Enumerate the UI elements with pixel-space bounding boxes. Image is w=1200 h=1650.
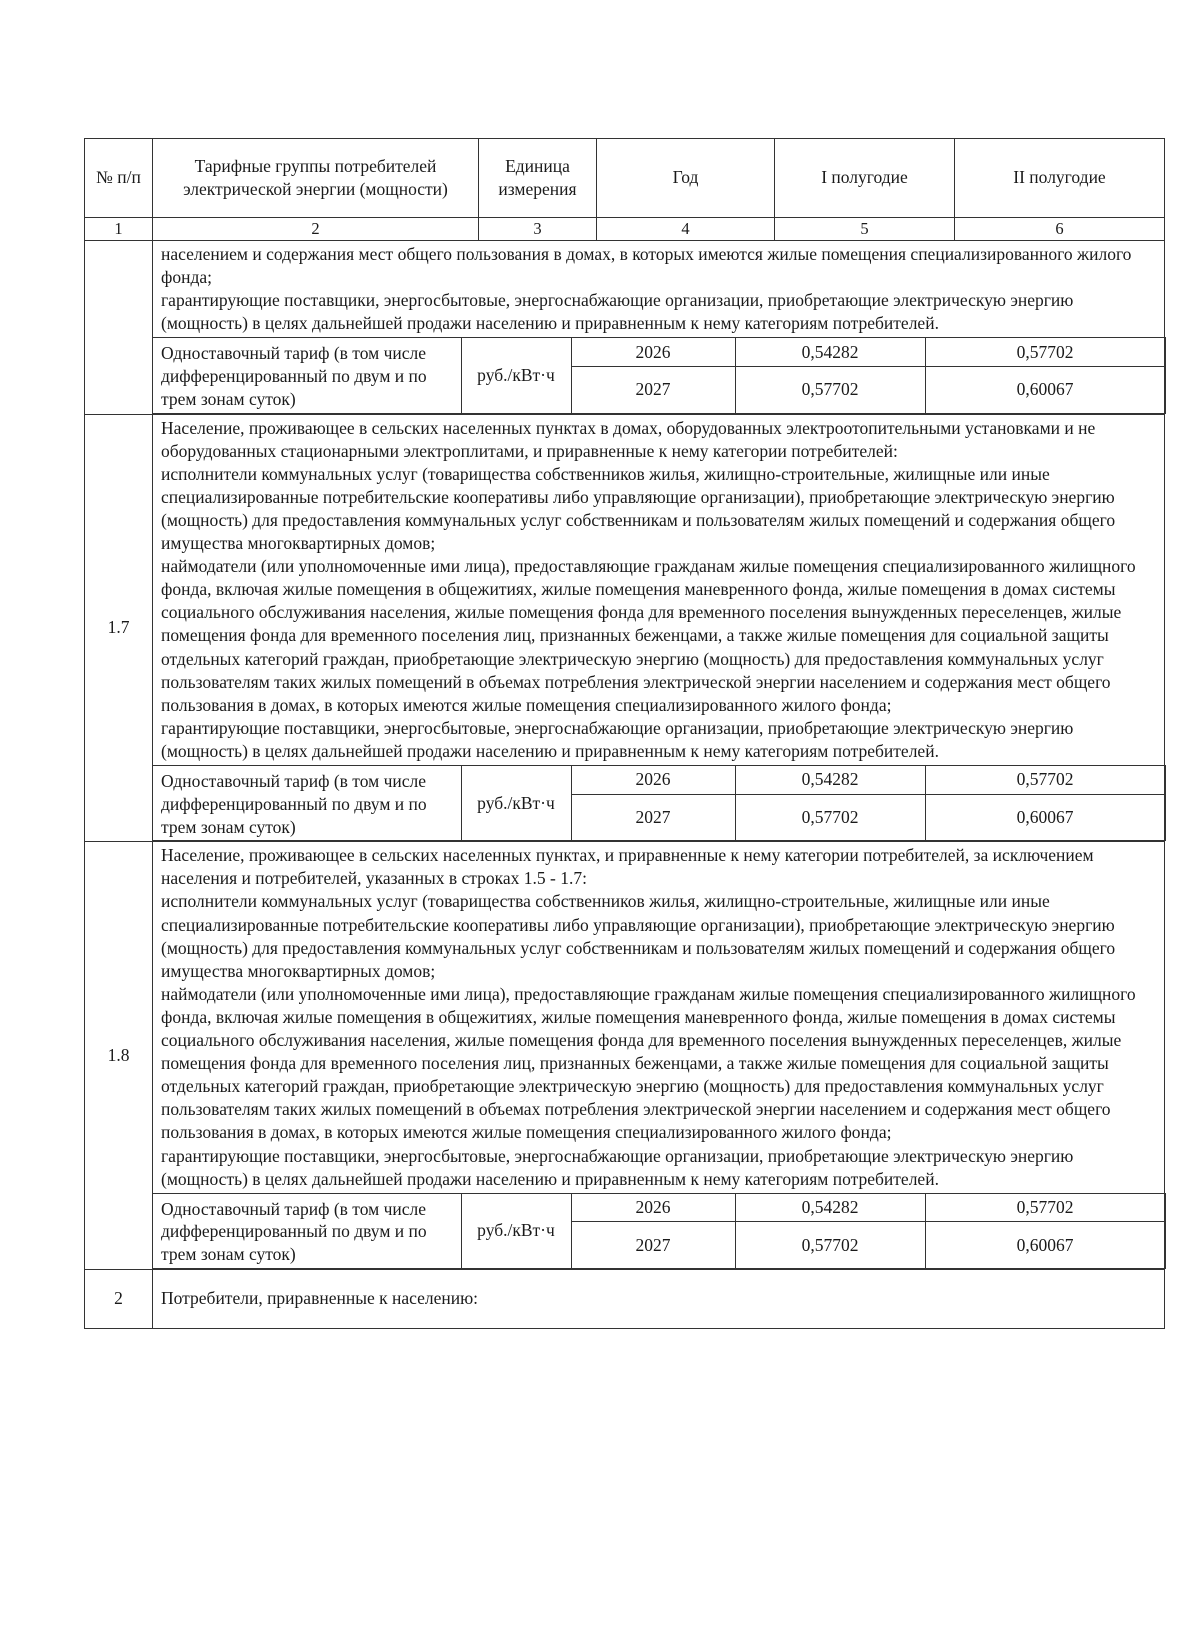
tariff-unit: руб./кВт·ч (461, 766, 571, 841)
section-description: Потребители, приравненные к населению: (153, 1269, 1165, 1328)
header-col-unit: Единица измерения (479, 139, 597, 218)
column-number: 5 (775, 218, 955, 241)
tariff-year: 2026 (571, 766, 735, 795)
tariff-value-half1: 0,57702 (735, 1222, 925, 1269)
tariff-year: 2026 (571, 338, 735, 367)
section-row (85, 1269, 1165, 1328)
section-number: 1.7 (85, 414, 153, 842)
description-paragraph: наймодатели (или уполномоченные ими лица), предоставляющие гражданам жилые помещения специализированного жилищного фонда, включая жилые помещения в общежитиях, жилые помещения маневренного фонда, жилые помещения в домах системы социального обслуживания населения, жилые помещения фонда для временного поселения вынужденных переселенцев, жилые помещения фонда для временного поселения лиц, признанных беженцами, а также жилые помещения для социальной защиты отдельных категорий граждан, приобретающие электрическую энергию (мощность) для предоставления коммунальных услуг пользователям таких жилых помещений в объемах потребления электрической энергии населением и содержания мест общего пользования в домах, в которых имеются жилые помещения специализированного жилого фонда; (161, 556, 1136, 715)
tariff-year: 2027 (571, 794, 735, 841)
tariff-value-half1: 0,54282 (735, 338, 925, 367)
description-paragraph: исполнители коммунальных услуг (товарищества собственников жилья, жилищно-строительные, жилищные или иные специализированные потребительские кооперативы либо управляющие организации), приобретающие электрическую энергию (мощность) для предоставления коммунальных услуг собственникам и пользователям жилых помещений и содержания общего имущества многоквартирных домов; (161, 463, 1116, 554)
tariff-value-half1: 0,54282 (735, 766, 925, 795)
tariff-row (153, 338, 1165, 367)
tariff-row (153, 1193, 1165, 1222)
column-number: 1 (85, 218, 153, 241)
column-number: 4 (597, 218, 775, 241)
tariff-value-half2: 0,57702 (925, 1193, 1165, 1222)
tariff-value-half1: 0,54282 (735, 1193, 925, 1222)
description-paragraph: гарантирующие поставщики, энергосбытовые, энергоснабжающие организации, приобретающие электрическую энергию (мощность) в целях дальнейшей продажи населению и приравненным к нему категориям потребителей. (161, 717, 1074, 761)
description-paragraph: исполнители коммунальных услуг (товарищества собственников жилья, жилищно-строительные, жилищные или иные специализированные потребительские кооперативы либо управляющие организации), приобретающие электрическую энергию (мощность) для предоставления коммунальных услуг собственникам и пользователям жилых помещений и содержания общего имущества многоквартирных домов; (161, 891, 1116, 981)
tariff-unit: руб./кВт·ч (461, 338, 571, 413)
tariff-label: Одноставочный тариф (в том числе дифференцированный по двум и по трем зонам суток) (153, 338, 461, 413)
header-col-tariff-groups: Тарифные группы потребителей электрической энергии (мощности) (153, 139, 479, 218)
section-number: 2 (85, 1269, 153, 1328)
column-number: 3 (479, 218, 597, 241)
tariff-year: 2027 (571, 367, 735, 414)
tariff-value-half2: 0,57702 (925, 338, 1165, 367)
header-col-half1: I полугодие (775, 139, 955, 218)
column-number: 6 (955, 218, 1165, 241)
section-description (153, 842, 1164, 1192)
description-paragraph: населением и содержания мест общего пользования в домах, в которых имеются жилые помещения специализированного жилого фонда; (161, 244, 1132, 288)
description-paragraph: гарантирующие поставщики, энергосбытовые, энергоснабжающие организации, приобретающие электрическую энергию (мощность) в целях дальнейшей продажи населению и приравненным к нему категориям потребителей. (161, 290, 1074, 334)
header-col-number: № п/п (85, 139, 153, 218)
header-col-year: Год (597, 139, 775, 218)
tariff-label: Одноставочный тариф (в том числе дифференцированный по двум и по трем зонам суток) (153, 766, 461, 841)
description-paragraph: гарантирующие поставщики, энергосбытовые, энергоснабжающие организации, приобретающие электрическую энергию (мощность) в целях дальнейшей продажи населению и приравненным к нему категориям потребителей. (161, 1145, 1074, 1189)
section-row (85, 241, 1165, 415)
section-number (85, 241, 153, 415)
section-content (153, 241, 1165, 415)
tariff-value-half2: 0,60067 (925, 367, 1165, 414)
section-row (85, 842, 1165, 1270)
section-row (85, 414, 1165, 842)
header-row (85, 139, 1165, 218)
tariff-value-half1: 0,57702 (735, 367, 925, 414)
tariff-values-table (153, 765, 1166, 841)
tariff-value-half2: 0,60067 (925, 794, 1165, 841)
section-number: 1.8 (85, 842, 153, 1270)
tariff-value-half1: 0,57702 (735, 794, 925, 841)
tariff-table (84, 138, 1165, 1329)
tariff-label: Одноставочный тариф (в том числе дифференцированный по двум и по трем зонам суток) (153, 1193, 461, 1268)
section-description (153, 415, 1164, 765)
description-paragraph: наймодатели (или уполномоченные ими лица), предоставляющие гражданам жилые помещения специализированного жилищного фонда, включая жилые помещения в общежитиях, жилые помещения маневренного фонда, жилые помещения в домах системы социального обслуживания населения, жилые помещения фонда для временного поселения вынужденных переселенцев, жилые помещения фонда для временного поселения лиц, признанных беженцами, а также жилые помещения для социальной защиты отдельных категорий граждан, приобретающие электрическую энергию (мощность) для предоставления коммунальных услуг пользователям таких жилых помещений в объемах потребления электрической энергии населением и содержания мест общего пользования в домах, в которых имеются жилые помещения специализированного жилого фонда; (161, 983, 1136, 1143)
tariff-unit: руб./кВт·ч (461, 1193, 571, 1268)
header-col-half2: II полугодие (955, 139, 1165, 218)
tariff-values-table (153, 1193, 1166, 1269)
tariff-value-half2: 0,57702 (925, 766, 1165, 795)
tariff-row (153, 766, 1165, 795)
column-number-row (85, 218, 1165, 241)
tariff-value-half2: 0,60067 (925, 1222, 1165, 1269)
description-paragraph: Население, проживающее в сельских населенных пунктах в домах, оборудованных электроотопительными установками и не оборудованных стационарными электроплитами, и приравненные к нему категории потребителей: (161, 417, 1096, 461)
column-number: 2 (153, 218, 479, 241)
tariff-year: 2026 (571, 1193, 735, 1222)
tariff-year: 2027 (571, 1222, 735, 1269)
description-paragraph: Население, проживающее в сельских населенных пунктах, и приравненные к нему категории потребителей, за исключением населения и потребителей, указанных в строках 1.5 - 1.7: (161, 845, 1094, 889)
section-content (153, 414, 1165, 842)
section-description (153, 241, 1164, 337)
tariff-values-table (153, 337, 1166, 413)
section-content (153, 842, 1165, 1270)
